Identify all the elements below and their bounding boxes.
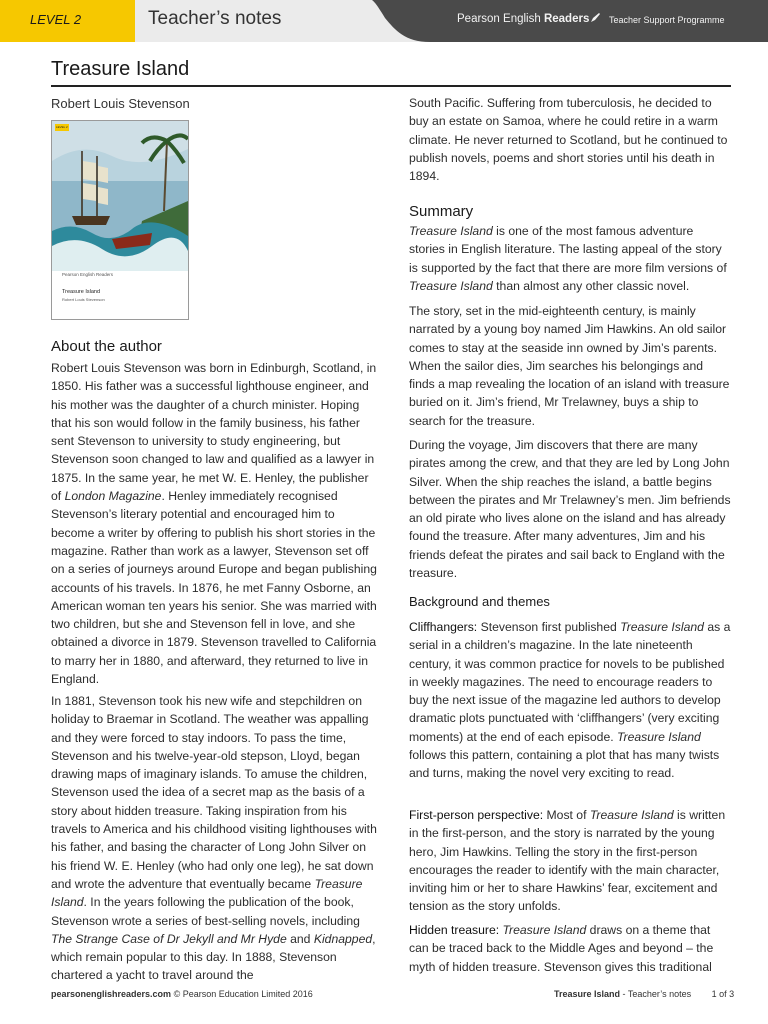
- cliffhangers-text-a: Stevenson first published: [477, 620, 621, 634]
- cliffhangers-lead: Cliffhangers:: [409, 620, 478, 634]
- programme-label: Teacher Support Programme: [609, 15, 725, 25]
- summary-p1-italic: Treasure Island: [409, 224, 493, 238]
- footer-copyright: © Pearson Education Limited 2016: [173, 989, 313, 999]
- cliffhangers-paragraph: [409, 618, 731, 783]
- hidden-treasure-text: draws on a theme that can be traced back to the Middle Ages and beyond – the myth of hidden treasure. Stevenson gives this traditional: [409, 923, 714, 974]
- about-p2-italic-2: The Strange Case of Dr Jekyll and Mr Hyde: [51, 931, 287, 946]
- author-name: Robert Louis Stevenson: [51, 96, 190, 111]
- footer-site-link[interactable]: pearsonenglishreaders.com: [51, 989, 172, 999]
- book-cover: [51, 120, 189, 320]
- summary-p1-text-a: is one of the most famous adventure stories in English literature. The lasting appeal of the story is supported by the fact that there are more film versions of: [409, 224, 727, 275]
- summary-p2-text: The story, set in the mid-eighteenth century, is mainly narrated by a young boy named Jim Hawkins. An old sailor comes to stay at the seaside inn owned by Jim’s parents. When the sailor dies, Jim searches his belongings and finds a map revealing the location of an island with treasure buried on it. Jim’s friend, Mr Trelawney, buys a ship to search for the treasure.: [409, 304, 730, 428]
- about-p2-text-c: and: [286, 931, 314, 946]
- hidden-treasure-paragraph: [409, 921, 731, 976]
- about-p2-text-d: , which remain popular to this day. In 1888, Stevenson chartered a yacht to travel around the: [51, 931, 376, 983]
- summary-paragraph-2: [409, 302, 731, 430]
- brand-logo: [457, 13, 604, 25]
- pen-icon: [591, 13, 600, 25]
- about-paragraph-2: [51, 692, 377, 985]
- right-intro-text: South Pacific. Suffering from tuberculosis, he decided to buy an estate on Samoa, where he could retire in a warm climate. He never returned to Scotland, but he continued to publish novels, poems and short stories until his death in 1894.: [409, 96, 728, 184]
- summary-paragraph-3: [409, 436, 731, 582]
- footer-left: [51, 989, 313, 999]
- about-p2-text-b: . In the years following the publication of the book, Stevenson wrote a series of best-selling novels, including: [51, 895, 360, 928]
- summary-p3-text: During the voyage, Jim discovers that there are many pirates among the crew, and that they are led by Long John Silver. When the ship reaches the island, a battle begins between the pirates and Mr Trelawney’s men. Jim befriends an old pirate who lives alone on the island and has already found the treasure. After many adventures, Jim and his friends defeat the pirates and sail back to England with the treasure.: [409, 438, 731, 581]
- about-paragraph-1: [51, 359, 377, 688]
- first-person-paragraph: [409, 806, 731, 916]
- page-title: Treasure Island: [51, 58, 190, 80]
- about-p1-text-a: Robert Louis Stevenson was born in Edinburgh, Scotland, in 1850. His father was a successful lighthouse engineer, and his mother was the daughter of a church minister. Hoping that his son would follow in the family business, his father sent Stevenson to university to study engineering, but Stevenson soon changed to law and qualified as a lawyer in 1875. In the same year, he met W. E. Henley, the publisher of: [51, 361, 377, 504]
- cover-title: Treasure Island: [62, 289, 101, 295]
- brand-bold: Readers: [543, 13, 590, 25]
- title-rule: [51, 85, 731, 87]
- first-person-lead: First-person perspective:: [409, 808, 544, 822]
- about-p1-italic: London Magazine: [64, 489, 162, 504]
- footer-page-number: 1 of 3: [711, 989, 735, 999]
- cover-level: LEVEL 2: [56, 125, 68, 129]
- cliffhangers-text-b: as a serial in a children’s magazine. In the late nineteenth century, it was common practice for novels to be published in weekly magazines. The need to encourage readers to buy the next issue of the magazine led authors to develop dramatic plots punctuated with ‘cliffhangers’ (very exciting moments) at the end of each episode.: [409, 620, 731, 744]
- first-person-italic: Treasure Island: [589, 808, 674, 822]
- first-person-text-b: is written in the first-person, and the story is narrated by the young hero, Jim Hawkins. Telling the story in the first-person encourages the reader to identify with the main character, inviting him or her to share Hawkins’ fear, excitement and tension as the story unfolds.: [409, 808, 726, 914]
- level-label: LEVEL 2: [30, 12, 82, 27]
- summary-p1-italic-2: Treasure Island: [409, 278, 493, 293]
- themes-heading: Background and themes: [409, 594, 550, 609]
- about-p2-text-a: In 1881, Stevenson took his new wife and stepchildren on holiday to Braemar in Scotland. The weather was appalling and they were forced to stay indoors. To pass the time, Stevenson and his twelve-year-old stepson, Lloyd, began drawing maps of imaginary islands. To amuse the children, Stevenson used the idea of a secret map as the basis of a story about hidden treasure. Taking inspiration from his travels to America and his childhood visiting lighthouses with his father, and basing the character of Long John Silver on his friend W. E. Henley (who had only one leg), he sat down and wrote the adventure that eventually became: [51, 694, 377, 891]
- right-intro-paragraph: [409, 94, 731, 185]
- cliffhangers-italic: Treasure Island: [620, 620, 704, 634]
- footer-right: [554, 989, 734, 999]
- footer-doc-type: - Teacher’s notes: [620, 989, 692, 999]
- summary-paragraph-1: [409, 222, 731, 295]
- summary-p1-text-b: than almost any other classic novel.: [492, 278, 690, 293]
- cliffhangers-text-c: follows this pattern, containing a plot that has many twists and turns, making the novel very exciting to read.: [409, 748, 720, 781]
- summary-heading: Summary: [409, 203, 474, 220]
- about-p2-italic-1: Treasure Island: [51, 876, 363, 910]
- hidden-treasure-lead: Hidden treasure:: [409, 923, 500, 937]
- cliffhangers-italic-2: Treasure Island: [617, 729, 701, 744]
- about-p1-text-b: . Henley immediately recognised Stevenson’s literary potential and encouraged him to become a writer by offering to publish his short stories in the magazine. Rather than work as a lawyer, Stevenson set off on a series of journeys around Europe and began publishing accounts of his travels. In 1876, he met Fanny Osborne, an American woman ten years his senior. She was married with two children, but she and Stevenson fell in love, and she obtained a divorce in 1879. Stevenson travelled to California to marry her in 1880, and afterward, they returned to live in England.: [51, 489, 377, 687]
- about-heading: About the author: [51, 338, 162, 355]
- footer-book-title: Treasure Island: [554, 989, 621, 999]
- hidden-treasure-italic: Treasure Island: [502, 923, 587, 937]
- brand-regular: Pearson English: [457, 13, 544, 25]
- cover-brand: Pearson English Readers: [62, 272, 114, 277]
- section-label: Teacher’s notes: [148, 8, 282, 29]
- about-p2-italic-3: Kidnapped: [313, 931, 373, 946]
- first-person-text-a: Most of: [543, 808, 590, 822]
- header-bar: [0, 0, 768, 42]
- cover-author: Robert Louis Stevenson: [62, 297, 105, 302]
- level-badge: [0, 0, 135, 42]
